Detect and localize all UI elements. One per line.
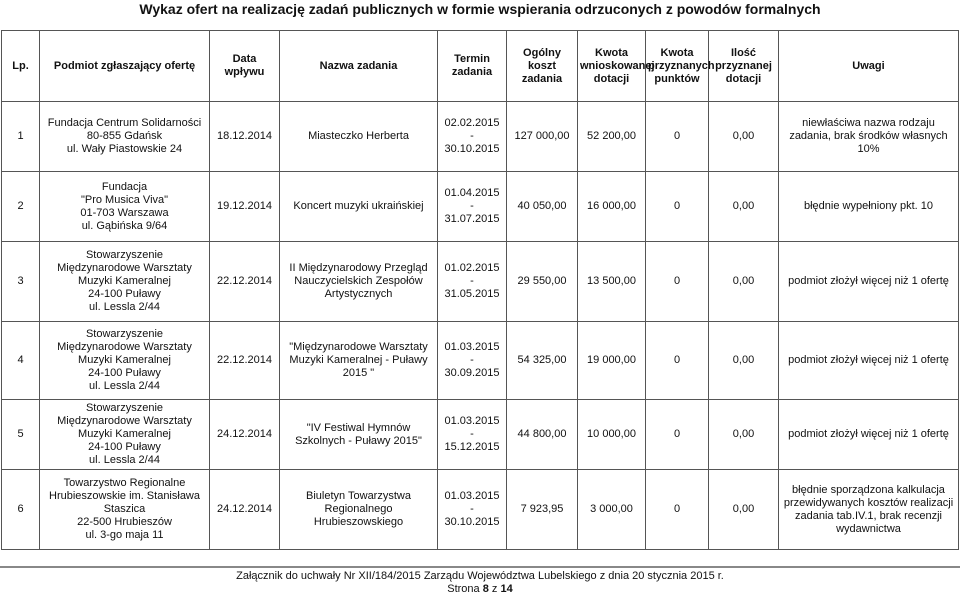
document-title: Wykaz ofert na realizację zadań publicznych w formie wspierania odrzuconych z powodów formalnych [139,1,821,17]
task-name-cell: Koncert muzyki ukraińskiej [280,172,438,242]
date-cell: 24.12.2014 [210,470,280,550]
column-header: Uwagi [779,31,959,102]
footer-divider [0,566,960,568]
term-cell: 01.03.2015 - 30.09.2015 [438,322,507,400]
date-cell: 24.12.2014 [210,400,280,470]
table-row [2,242,959,322]
table-row [2,400,959,470]
table-row [2,102,959,172]
requested-grant-cell: 13 500,00 [578,242,646,322]
column-header: Termin zadania [438,31,507,102]
column-header: Data wpływu [210,31,280,102]
total-cost-cell: 7 923,95 [507,470,578,550]
lp-cell: 1 [2,102,40,172]
task-name-cell: II Międzynarodowy Przegląd Nauczycielskich Zespołów Artystycznych [280,242,438,322]
points-cell: 0 [646,242,709,322]
points-cell: 0 [646,400,709,470]
granted-amount-cell: 0,00 [709,400,779,470]
table-row [2,470,959,550]
organization-cell: Stowarzyszenie Międzynarodowe Warsztaty Muzyki Kameralnej 24-100 Puławy ul. Lessla 2/44 [40,400,210,470]
table-row [2,322,959,400]
lp-cell: 2 [2,172,40,242]
granted-amount-cell: 0,00 [709,172,779,242]
total-cost-cell: 127 000,00 [507,102,578,172]
header-row [2,31,959,102]
term-cell: 01.02.2015 - 31.05.2015 [438,242,507,322]
requested-grant-cell: 52 200,00 [578,102,646,172]
column-header: Nazwa zadania [280,31,438,102]
lp-cell: 6 [2,470,40,550]
lp-cell: 4 [2,322,40,400]
granted-amount-cell: 0,00 [709,322,779,400]
total-cost-cell: 29 550,00 [507,242,578,322]
total-cost-cell: 44 800,00 [507,400,578,470]
term-cell: 01.03.2015 - 15.12.2015 [438,400,507,470]
date-cell: 18.12.2014 [210,102,280,172]
term-cell: 01.03.2015 - 30.10.2015 [438,470,507,550]
lp-cell: 5 [2,400,40,470]
column-header: Kwota wnioskowanej dotacji [578,31,646,102]
organization-cell: Fundacja "Pro Musica Viva" 01-703 Warszawa ul. Gąbińska 9/64 [40,172,210,242]
lp-cell: 3 [2,242,40,322]
notes-cell: błędnie sporządzona kalkulacja przewidywanych kosztów realizacji zadania tab.IV.1, brak recenzji wydawnictwa [779,470,959,550]
points-cell: 0 [646,322,709,400]
granted-amount-cell: 0,00 [709,470,779,550]
column-header: Podmiot zgłaszający ofertę [40,31,210,102]
points-cell: 0 [646,172,709,242]
term-cell: 01.04.2015 - 31.07.2015 [438,172,507,242]
requested-grant-cell: 10 000,00 [578,400,646,470]
organization-cell: Towarzystwo Regionalne Hrubieszowskie im. Stanisława Staszica 22-500 Hrubieszów ul. 3-go maja 11 [40,470,210,550]
task-name-cell: "IV Festiwal Hymnów Szkolnych - Puławy 2015" [280,400,438,470]
granted-amount-cell: 0,00 [709,242,779,322]
organization-cell: Stowarzyszenie Międzynarodowe Warsztaty Muzyki Kameralnej 24-100 Puławy ul. Lessla 2/44 [40,242,210,322]
term-cell: 02.02.2015 - 30.10.2015 [438,102,507,172]
task-name-cell: "Międzynarodowe Warsztaty Muzyki Kameralnej - Puławy 2015 " [280,322,438,400]
date-cell: 19.12.2014 [210,172,280,242]
task-name-cell: Biuletyn Towarzystwa Regionalnego Hrubieszowskiego [280,470,438,550]
column-header: Ilość przyznanej dotacji [709,31,779,102]
organization-cell: Stowarzyszenie Międzynarodowe Warsztaty Muzyki Kameralnej 24-100 Puławy ul. Lessla 2/44 [40,322,210,400]
column-header: Lp. [2,31,40,102]
column-header: Ogólny koszt zadania [507,31,578,102]
footer-text: Załącznik do uchwały Nr XII/184/2015 Zarządu Województwa Lubelskiego z dnia 20 stycznia 2015 r. [236,570,724,582]
requested-grant-cell: 19 000,00 [578,322,646,400]
task-name-cell: Miasteczko Herberta [280,102,438,172]
table-row [2,172,959,242]
requested-grant-cell: 16 000,00 [578,172,646,242]
column-header: Kwota przyznanych punktów [646,31,709,102]
total-cost-cell: 40 050,00 [507,172,578,242]
date-cell: 22.12.2014 [210,322,280,400]
date-cell: 22.12.2014 [210,242,280,322]
page-number: Strona 8 z 14 [447,583,513,595]
notes-cell: podmiot złożył więcej niż 1 ofertę [779,242,959,322]
total-cost-cell: 54 325,00 [507,322,578,400]
points-cell: 0 [646,470,709,550]
offers-table [1,30,959,550]
notes-cell: podmiot złożył więcej niż 1 ofertę [779,400,959,470]
notes-cell: podmiot złożył więcej niż 1 ofertę [779,322,959,400]
notes-cell: niewłaściwa nazwa rodzaju zadania, brak środków własnych 10% [779,102,959,172]
organization-cell: Fundacja Centrum Solidarności 80-855 Gdańsk ul. Wały Piastowskie 24 [40,102,210,172]
points-cell: 0 [646,102,709,172]
granted-amount-cell: 0,00 [709,102,779,172]
requested-grant-cell: 3 000,00 [578,470,646,550]
notes-cell: błędnie wypełniony pkt. 10 [779,172,959,242]
